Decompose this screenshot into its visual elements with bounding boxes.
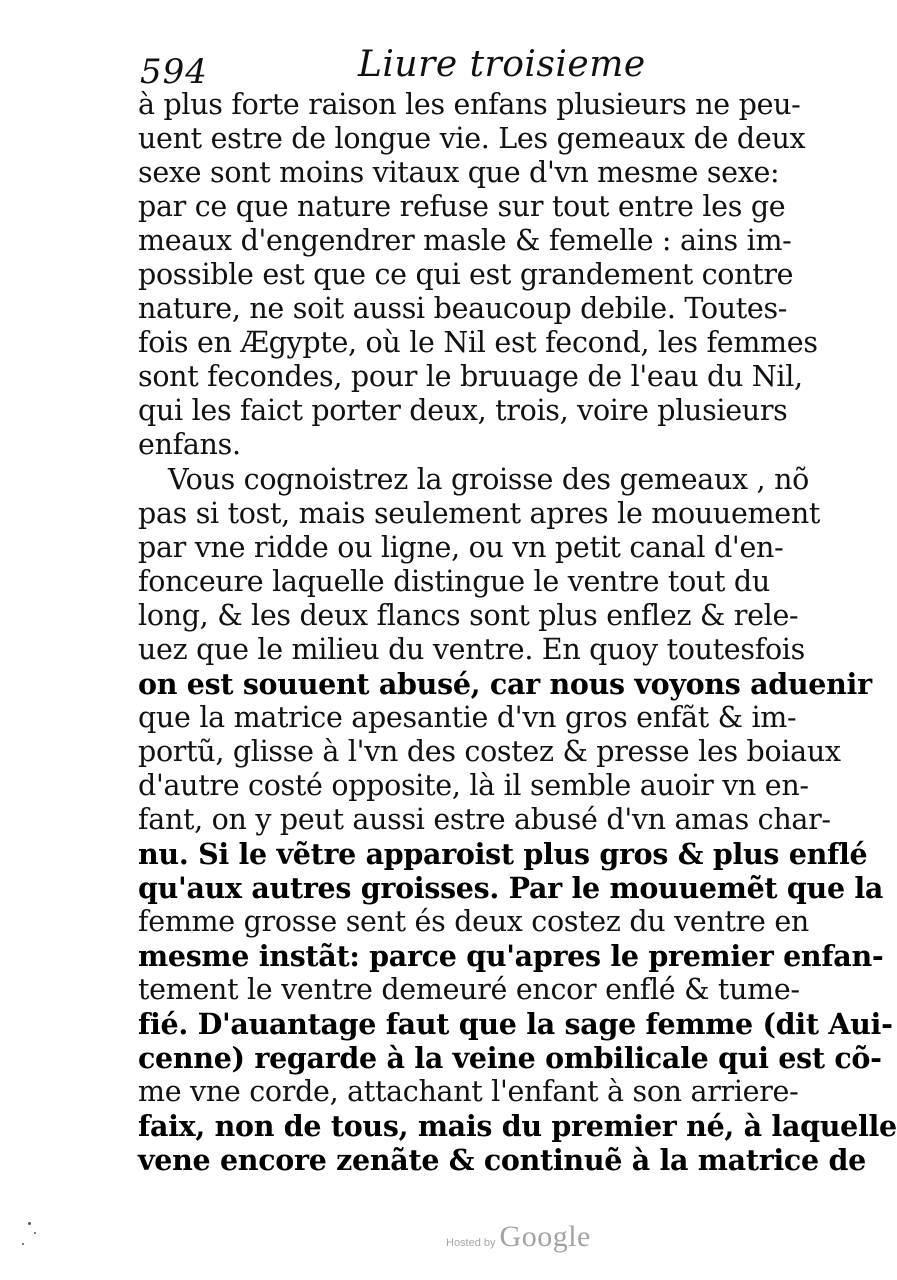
page-number: 594: [140, 52, 208, 92]
google-logo: Google: [499, 1220, 591, 1253]
text-line: fié. D'auantage faut que la sage femme (dit Aui-: [138, 1007, 893, 1041]
text-line: meaux d'engendrer masle & femelle : ains im-: [138, 224, 792, 257]
text-line: cenne) regarde à la veine ombilicale qui est cõ-: [138, 1041, 882, 1075]
text-line: fant, on y peut aussi estre abusé d'vn amas char-: [138, 803, 831, 836]
text-line: sexe sont moins vitaux que d'vn mesme sexe:: [138, 156, 780, 189]
paragraph-start-line: Vous cognoistrez la groisse des gemeaux , nõ: [168, 463, 809, 496]
text-line: portũ, glisse à l'vn des costez & presse les boiaux: [138, 735, 841, 768]
text-line: mesme instãt: parce qu'apres le premier enfan-: [138, 939, 884, 973]
text-line: long, & les deux flancs sont plus enflez & rele-: [138, 599, 799, 632]
text-line: pas si tost, mais seulement apres le mouuement: [138, 497, 821, 530]
text-line: on est souuent abusé, car nous voyons aduenir: [138, 667, 872, 701]
running-head: Liure troisieme: [358, 44, 646, 85]
text-line: par ce que nature refuse sur tout entre les ge: [138, 190, 786, 223]
paper-speck: [22, 1243, 24, 1245]
text-line: nu. Si le vẽtre apparoist plus gros & plus enflé: [138, 837, 868, 871]
text-line: me vne corde, attachant l'enfant à son arriere-: [138, 1075, 799, 1108]
hosted-by-watermark: [446, 1220, 591, 1254]
paper-speck: [28, 1222, 31, 1225]
text-line: fois en Ægypte, où le Nil est fecond, les femmes: [138, 326, 818, 359]
text-line: femme grosse sent és deux costez du ventre en: [138, 905, 809, 938]
text-line: faix, non de tous, mais du premier né, à laquelle: [138, 1109, 897, 1143]
text-line: sont fecondes, pour le bruuage de l'eau du Nil,: [138, 360, 803, 393]
text-line: qu'aux autres groisses. Par le mouuemẽt que la: [138, 871, 884, 905]
text-line: vene encore zenãte & continuẽ à la matrice de: [138, 1143, 866, 1177]
watermark-prefix: Hosted by: [446, 1237, 496, 1249]
text-line: d'autre costé opposite, là il semble auoir vn en-: [138, 769, 809, 802]
paper-speck: [34, 1232, 36, 1234]
text-line: uez que le milieu du ventre. En quoy toutesfois: [138, 633, 805, 666]
text-line: enfans.: [138, 428, 241, 461]
text-line: à plus forte raison les enfans plusieurs ne peu-: [138, 88, 801, 121]
text-line: que la matrice apesantie d'vn gros enfãt & im-: [138, 701, 797, 734]
text-line: fonceure laquelle distingue le ventre tout du: [138, 565, 770, 598]
text-line: par vne ridde ou ligne, ou vn petit canal d'en-: [138, 531, 784, 564]
text-line: nature, ne soit aussi beaucoup debile. Toutes-: [138, 292, 788, 325]
text-line: possible est que ce qui est grandement contre: [138, 258, 794, 291]
text-line: uent estre de longue vie. Les gemeaux de deux: [138, 122, 806, 155]
text-line: qui les faict porter deux, trois, voire plusieurs: [138, 394, 788, 427]
text-line: tement le ventre demeuré encor enflé & tume-: [138, 973, 800, 1006]
